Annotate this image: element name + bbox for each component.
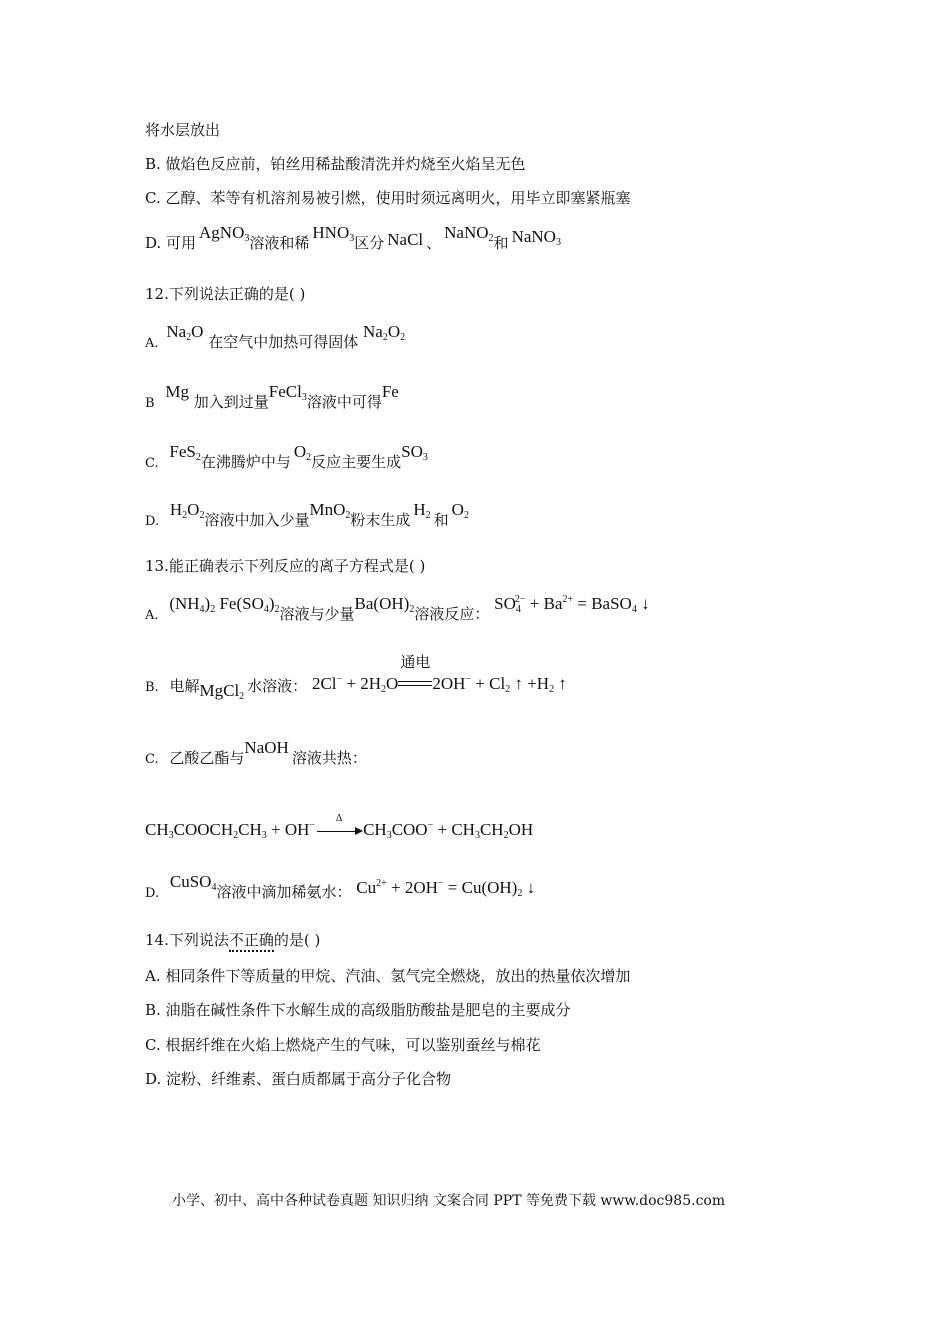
equation-c: $CH_3COOCH_2CH_3 + OH^-$ Δ $CH_3COO^- + CH_3CH_2OH$ — [145, 813, 534, 841]
formula-nh4-2-fe-so4-2: $(NH_4)_2$ $Fe(SO_4)_2$ — [169, 594, 280, 615]
formula-cuso4: CuSO$_4$ — [169, 872, 217, 893]
formula-o2-product: $O_2$ — [451, 500, 469, 521]
formula-so3: $SO_3$ — [401, 442, 428, 463]
formula-na2o2: $Na_2O_2$ — [363, 322, 406, 343]
page-footer: 小学、初中、高中各种试卷真题 知识归纳 文案合同 PPT 等免费下载 www.doc985.com — [172, 1193, 726, 1209]
formula-fes2: FeS$_2$ — [169, 442, 201, 463]
equation-a: $SO_4^{2-} + Ba^{2+}$ = BaSO$_4$ ↓ — [494, 594, 650, 615]
emphasis-dots: 不正确 — [229, 931, 274, 952]
q14-option-b: B. 油脂在碱性条件下水解生成的高级脂肪酸盐是肥皂的主要成分 — [145, 1001, 571, 1019]
formula-mno2: MnO$_2$ — [309, 500, 351, 521]
q13-option-c: C. 乙酸乙酯与NaOH溶液共热： — [145, 738, 367, 767]
q14-option-c: C. 根据纤维在火焰上燃烧产生的气味，可以鉴别蚕丝与棉花 — [145, 1036, 541, 1054]
formula-na2o: $Na_2O$ — [166, 322, 204, 343]
formula-nacl: NaCl — [387, 230, 424, 249]
equation-b: $2Cl^- + 2H_2O$ 通电 $2OH^- + Cl_2$ ↑ $+H_2$ ↑ — [311, 655, 567, 695]
q13-option-b: B. 电解MgCl$_2$水溶液： $2Cl^- + 2H_2O$ 通电 $2OH^- + Cl_2$ ↑ $+H_2$ ↑ — [145, 655, 567, 702]
q14-option-a: A. 相同条件下等质量的甲烷、汽油、氢气完全燃烧，放出的热量依次增加 — [145, 967, 631, 985]
formula-mg: Mg — [165, 382, 189, 401]
formula-fe: Fe — [381, 382, 399, 401]
formula-hno3: $HNO_3$ — [312, 223, 355, 244]
q14-option-d: D. 淀粉、纤维素、蛋白质都属于高分子化合物 — [145, 1070, 452, 1088]
formula-mgcl2: MgCl$_2$ — [199, 681, 245, 702]
equation-d: $Cu^{2+} + 2OH^- = Cu(OH)_2$ ↓ — [356, 878, 536, 899]
formula-agno3: AgNO$_3$ — [199, 223, 250, 244]
q13-option-a: A. $(NH_4)_2$ $Fe(SO_4)_2$溶液与少量$Ba(OH)_2$溶液反应： $SO_4^{2-} + Ba^{2+}$ = BaSO$_4$ ↓ — [145, 594, 650, 623]
formula-h2o2: $H_2O_2$ — [169, 500, 205, 521]
q11-option-c: C. 乙醇、苯等有机溶剂易被引燃，使用时须远离明火，用毕立即塞紧瓶塞 — [145, 189, 631, 207]
formula-baoh2: $Ba(OH)_2$ — [354, 594, 415, 615]
q12-option-a: A. $Na_2O$ 在空气中加热可得固体 $Na_2O_2$ — [145, 322, 406, 351]
q11-option-b: B. 做焰色反应前，铂丝用稀盐酸清洗并灼烧至火焰呈无色 — [145, 155, 526, 173]
q12-option-c: C. FeS$_2$在沸腾炉中与$O_2$反应主要生成$SO_3$ — [145, 442, 428, 471]
heating-reaction-arrow: Δ — [315, 821, 363, 841]
q12-title: 12.下列说法正确的是( ) — [145, 285, 306, 303]
formula-h2: $H_2$ — [413, 500, 431, 521]
q12-option-d: D. $H_2O_2$溶液中加入少量MnO$_2$粉末生成$H_2$ 和$O_2$ — [145, 500, 469, 529]
formula-naoh: NaOH — [244, 738, 289, 757]
q12-option-b: B Mg 加入到过量FeCl$_3$溶液中可得Fe — [145, 382, 399, 411]
q13-title: 13.能正确表示下列反应的离子方程式是( ) — [145, 557, 426, 575]
electrolysis-equals-sign: 通电 — [398, 675, 432, 695]
q11-option-d: D. 可用AgNO$_3$溶液和稀$HNO_3$区分 NaCl 、NaNO$_2$和 NaNO$_3$ — [145, 223, 561, 252]
formula-nano3: NaNO$_3$ — [511, 227, 561, 248]
formula-fecl3: FeCl$_3$ — [268, 382, 307, 403]
formula-o2: $O_2$ — [293, 442, 312, 463]
q13-option-d: D. CuSO$_4$溶液中滴加稀氨水： $Cu^{2+} + 2OH^- = Cu(OH)_2$ ↓ — [145, 872, 536, 901]
formula-nano2: NaNO$_2$ — [444, 223, 494, 244]
q11-c-continuation: 将水层放出 — [145, 121, 221, 139]
q14-title: 14.下列说法不正确的是( ) — [145, 930, 320, 950]
